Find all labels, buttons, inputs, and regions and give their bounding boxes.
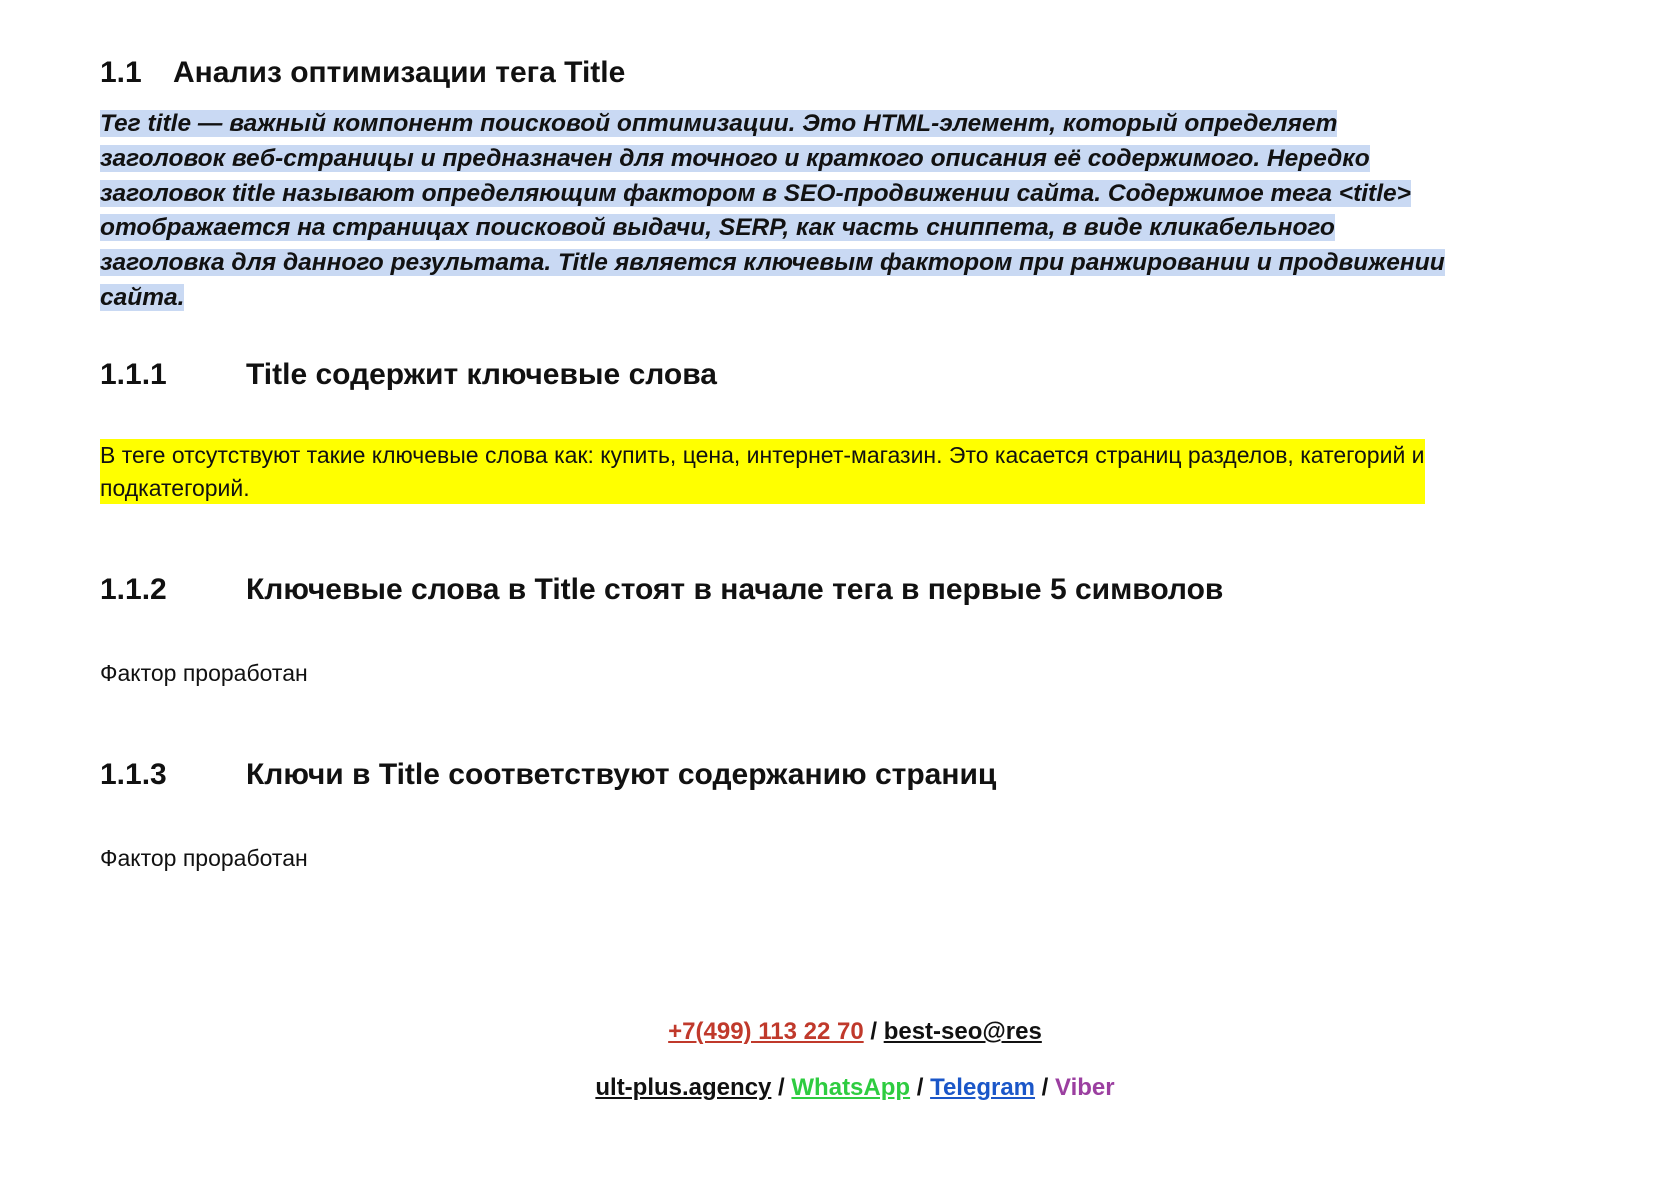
section-heading bbox=[100, 56, 625, 90]
subsection-text-2: Фактор проработан bbox=[100, 660, 308, 686]
phone-link[interactable]: +7(499) 113 22 70 bbox=[668, 1018, 864, 1045]
section-intro bbox=[100, 107, 1580, 316]
separator: / bbox=[771, 1074, 792, 1101]
subsection-heading-1 bbox=[100, 358, 717, 392]
separator: / bbox=[863, 1018, 884, 1045]
subsection-number: 1.1.3 bbox=[100, 758, 167, 791]
highlighted-text-line: подкатегорий. bbox=[100, 474, 250, 501]
subsection-number: 1.1.1 bbox=[100, 358, 167, 391]
intro-line: Тег title — важный компонент поисковой оптимизации. Это HTML-элемент, который определяет bbox=[100, 110, 1338, 137]
separator: / bbox=[910, 1074, 931, 1101]
contacts-line-1 bbox=[15, 1018, 1680, 1046]
email-link-continued[interactable]: ult-plus.agency bbox=[595, 1074, 772, 1101]
intro-line: заголовка для данного результата. Title является ключевым фактором при ранжировании и продвижении bbox=[100, 249, 1445, 277]
section-title: Анализ оптимизации тега Title bbox=[173, 56, 626, 89]
intro-line: заголовок веб-страницы и предназначен для точного и краткого описания её содержимого. Нередко bbox=[100, 144, 1370, 172]
subsection-text-1 bbox=[100, 439, 1425, 504]
email-link[interactable]: best-seo@res bbox=[883, 1018, 1042, 1045]
viber-link[interactable]: Viber bbox=[1055, 1074, 1115, 1101]
subsection-title: Title содержит ключевые слова bbox=[246, 358, 717, 391]
subsection-heading-3 bbox=[100, 758, 996, 792]
intro-line: заголовок title называют определяющим фактором в SEO-продвижении сайта. Содержимое тега <title> bbox=[100, 179, 1411, 207]
subsection-text-3: Фактор проработан bbox=[100, 845, 308, 871]
section-number: 1.1 bbox=[100, 56, 142, 89]
subsection-heading-2 bbox=[100, 573, 1223, 607]
intro-line: сайта. bbox=[100, 283, 185, 311]
whatsapp-link[interactable]: WhatsApp bbox=[791, 1074, 911, 1101]
subsection-number: 1.1.2 bbox=[100, 573, 167, 606]
separator: / bbox=[1035, 1074, 1056, 1101]
telegram-link[interactable]: Telegram bbox=[930, 1074, 1036, 1101]
subsection-title: Ключи в Title соответствуют содержанию страниц bbox=[246, 758, 997, 791]
intro-line: отображается на страницах поисковой выдачи, SERP, как часть сниппета, в виде кликабельного bbox=[100, 214, 1335, 242]
highlighted-text-line: В теге отсутствуют такие ключевые слова как: купить, цена, интернет-магазин. Это касается страниц разделов, категорий и bbox=[100, 442, 1425, 468]
subsection-title: Ключевые слова в Title стоят в начале тега в первые 5 символов bbox=[246, 573, 1224, 606]
contacts-line-2 bbox=[15, 1074, 1680, 1102]
